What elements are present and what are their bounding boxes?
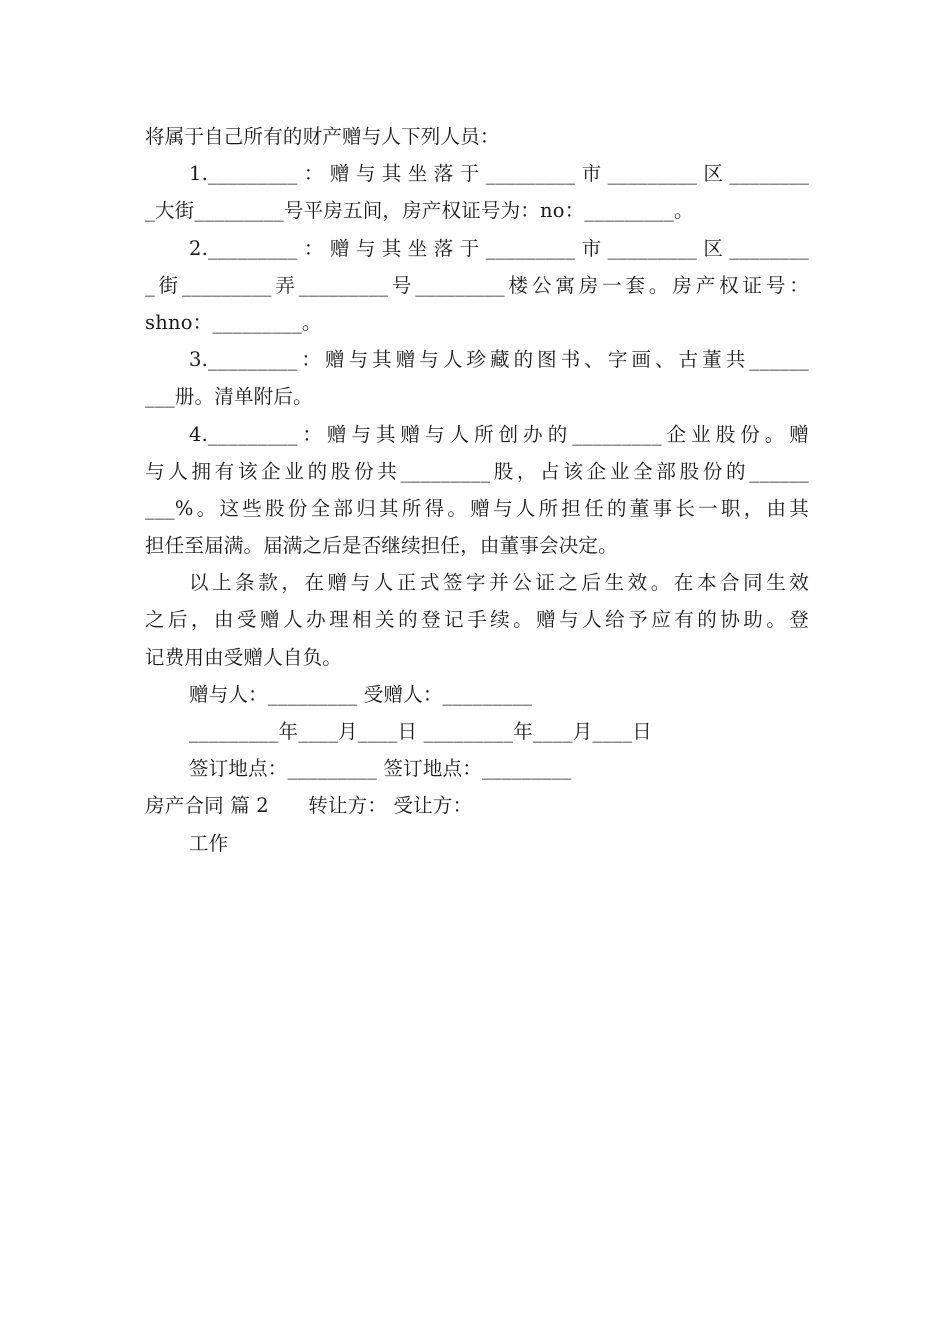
- text-line-item2-b: _街_________弄_________号_________楼公寓房一套。房产权证号：: [145, 273, 809, 297]
- signature-line-parties: 赠与人：_________ 受赠人：_________: [189, 682, 533, 706]
- contract-text: [145, 118, 809, 862]
- text-line-item3-b: ___册。清单附后。: [145, 385, 313, 409]
- text-line-item4-b: 与人拥有该企业的股份共_________股，占该企业全部股份的______: [145, 459, 809, 483]
- text-line-intro: 将属于自己所有的财产赠与人下列人员：: [145, 125, 500, 148]
- text-line-item1-a: 1._________：赠与其坐落于_________市_________区________: [189, 162, 809, 186]
- text-line-clause-c: 记费用由受赠人自负。: [145, 645, 343, 669]
- text-line-clause-b: 之后，由受赠人办理相关的登记手续。赠与人给予应有的协助。登: [145, 608, 809, 632]
- text-line-work: 工作: [189, 831, 229, 855]
- section-heading-contract-2: 房产合同 篇 2 转让方： 受让方：: [145, 794, 473, 818]
- text-line-item4-a: 4._________：赠与其赠与人所创办的_________企业股份。赠: [189, 422, 809, 446]
- text-line-item2-c: shno：_________。: [145, 310, 322, 334]
- signature-line-dates: _________年____月____日 _________年____月____日: [189, 720, 652, 743]
- signature-line-places: 签订地点：_________ 签订地点：_________: [189, 757, 572, 781]
- text-line-item2-a: 2._________：赠与其坐落于_________市_________区________: [189, 236, 809, 260]
- text-line-item1-b: _大街_________号平房五间，房产权证号为：no：_________。: [145, 199, 694, 223]
- text-line-item3-a: 3._________：赠与其赠与人珍藏的图书、字画、古董共______: [189, 348, 809, 372]
- text-line-item4-c: ___%。这些股份全部归其所得。赠与人所担任的董事长一职，由其: [145, 496, 809, 520]
- text-line-clause-a: 以上条款，在赠与人正式签字并公证之后生效。在本合同生效: [189, 571, 809, 595]
- text-line-item4-d: 担任至届满。届满之后是否继续担任，由董事会决定。: [145, 534, 618, 558]
